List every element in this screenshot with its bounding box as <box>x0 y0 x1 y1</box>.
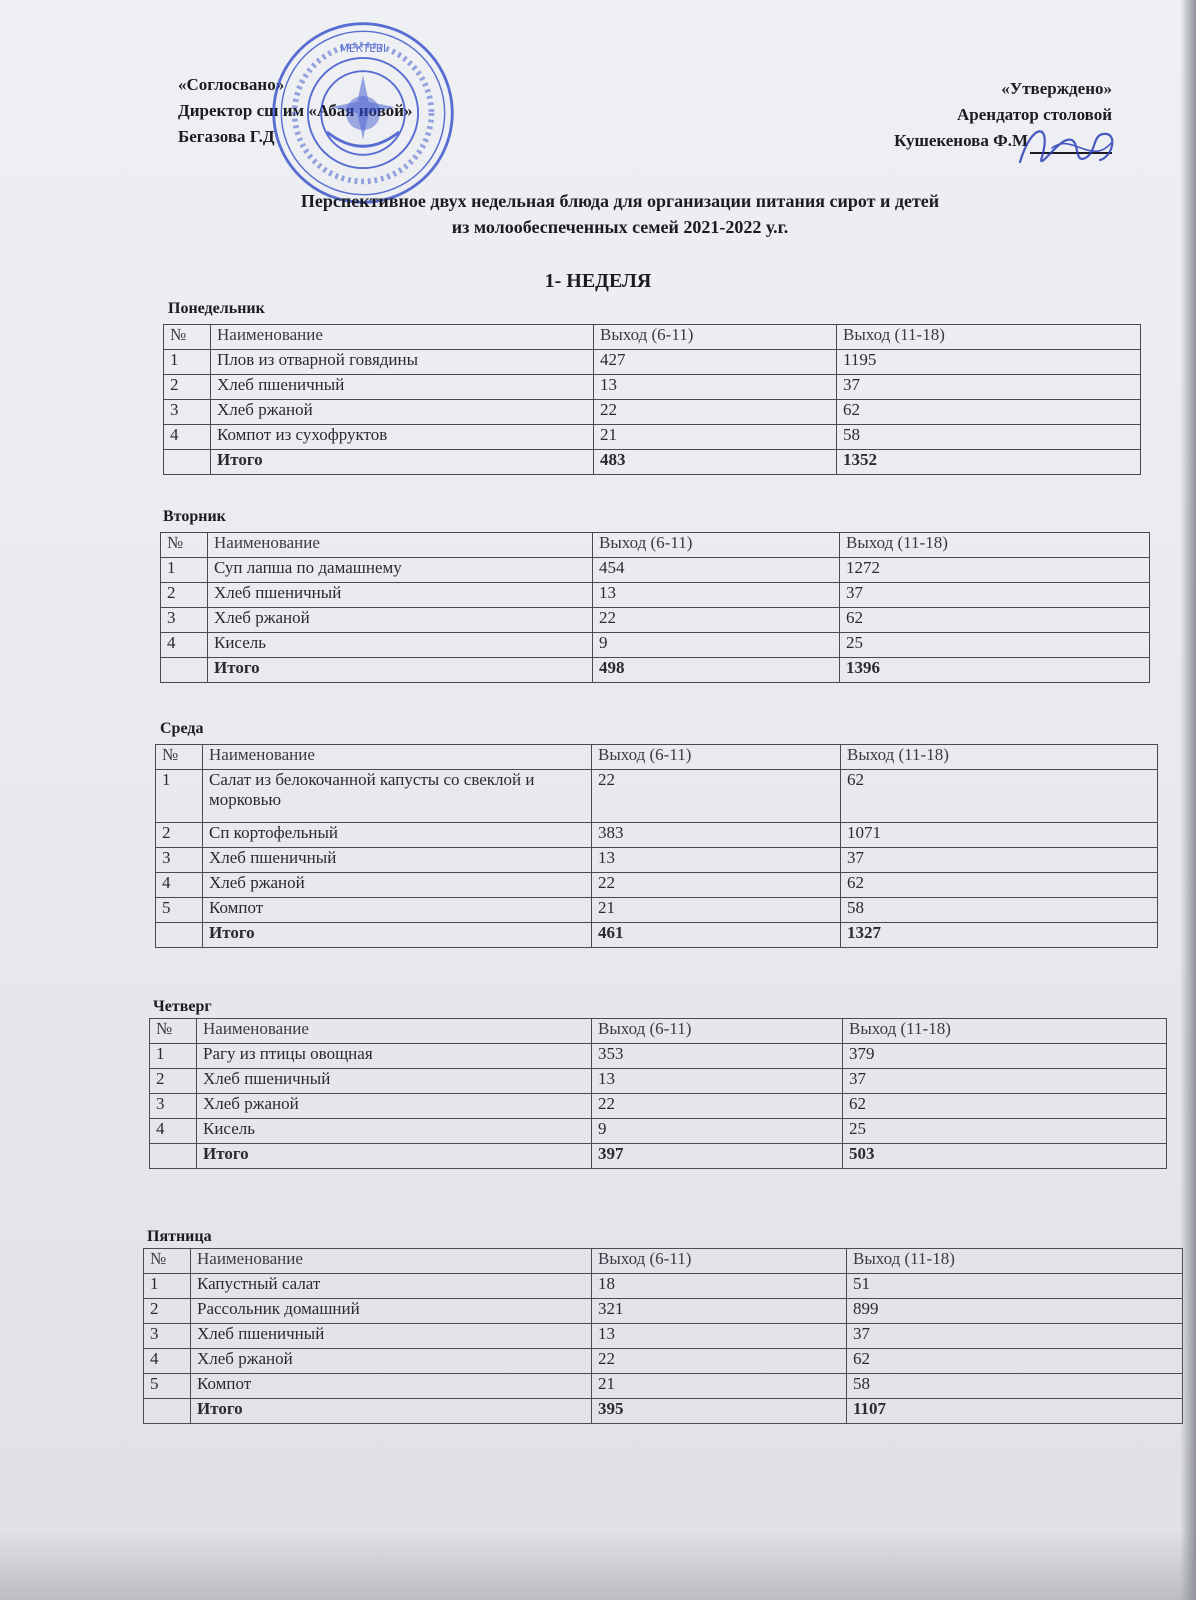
table-row <box>144 1324 1183 1349</box>
cell-name: Компот из сухофруктов <box>211 425 594 450</box>
cell-out-large: 37 <box>840 583 1150 608</box>
col-out-large-header: Выход (11-18) <box>841 745 1158 770</box>
cell-out-small: 353 <box>592 1044 843 1069</box>
cell-no: 1 <box>161 558 208 583</box>
day-label-thursday: Четверг <box>153 998 212 1015</box>
day-label-friday: Пятница <box>147 1228 212 1245</box>
title-line1: Перспективное двух недельная блюда для организации питания сирот и детей <box>300 191 940 211</box>
menu-table-tuesday <box>160 532 1150 683</box>
cell-name: Кисель <box>208 633 593 658</box>
cell-name: Рассольник домашний <box>191 1299 592 1324</box>
col-name-header: Наименование <box>197 1019 592 1044</box>
total-label: Итого <box>191 1399 592 1424</box>
cell-name: Хлеб ржаной <box>203 873 592 898</box>
table-row <box>150 1119 1167 1144</box>
cell-no-empty <box>161 658 208 683</box>
official-stamp <box>268 18 458 208</box>
title-line2: из молообеспеченных семей 2021-2022 у.г. <box>451 217 789 237</box>
cell-no: 4 <box>161 633 208 658</box>
col-out-small-header: Выход (6-11) <box>592 1249 847 1274</box>
table-total-row <box>150 1144 1167 1169</box>
cell-name: Хлеб пшеничный <box>211 375 594 400</box>
total-out-large: 1396 <box>840 658 1150 683</box>
cell-out-large: 379 <box>843 1044 1167 1069</box>
total-out-large: 1327 <box>841 923 1158 948</box>
col-no-header: № <box>164 325 211 350</box>
cell-no-empty <box>164 450 211 475</box>
cell-no: 4 <box>156 873 203 898</box>
table-row <box>144 1349 1183 1374</box>
table-row <box>164 425 1141 450</box>
table-row <box>156 898 1158 923</box>
approval-left-line2: Директор сш им «Абая новой» <box>178 101 413 120</box>
col-name-header: Наименование <box>191 1249 592 1274</box>
cell-out-large: 37 <box>847 1324 1183 1349</box>
cell-out-large: 58 <box>847 1374 1183 1399</box>
table-row <box>150 1094 1167 1119</box>
cell-out-large: 899 <box>847 1299 1183 1324</box>
cell-name: Хлеб ржаной <box>197 1094 592 1119</box>
cell-name: Хлеб ржаной <box>208 608 593 633</box>
table-header-row <box>150 1019 1167 1044</box>
col-name-header: Наименование <box>208 533 593 558</box>
table-header-row <box>161 533 1150 558</box>
table-row <box>156 770 1158 823</box>
table-row <box>161 608 1150 633</box>
table-total-row <box>144 1399 1183 1424</box>
cell-out-small: 13 <box>592 1069 843 1094</box>
day-label-wednesday: Среда <box>160 720 204 737</box>
col-out-small-header: Выход (6-11) <box>593 533 840 558</box>
approval-right-line1: «Утверждено» <box>1001 79 1112 98</box>
document-title <box>160 188 1080 240</box>
table-total-row <box>156 923 1158 948</box>
cell-out-large: 1195 <box>837 350 1141 375</box>
page-shadow-bottom <box>0 1530 1196 1600</box>
cell-no: 3 <box>144 1324 191 1349</box>
menu-table-friday <box>143 1248 1183 1424</box>
table-row <box>150 1044 1167 1069</box>
day-label-monday: Понедельник <box>168 300 265 317</box>
table-row <box>156 848 1158 873</box>
cell-name: Компот <box>203 898 592 923</box>
col-no-header: № <box>156 745 203 770</box>
col-out-small-header: Выход (6-11) <box>592 1019 843 1044</box>
cell-no: 4 <box>164 425 211 450</box>
total-label: Итого <box>197 1144 592 1169</box>
cell-name: Хлеб пшеничный <box>197 1069 592 1094</box>
total-out-small: 395 <box>592 1399 847 1424</box>
col-no-header: № <box>161 533 208 558</box>
table-row <box>156 873 1158 898</box>
table-header-row <box>144 1249 1183 1274</box>
cell-out-large: 58 <box>837 425 1141 450</box>
cell-out-small: 13 <box>592 848 841 873</box>
col-name-header: Наименование <box>211 325 594 350</box>
col-out-small-header: Выход (6-11) <box>592 745 841 770</box>
total-out-large: 1352 <box>837 450 1141 475</box>
total-out-large: 503 <box>843 1144 1167 1169</box>
cell-out-small: 22 <box>592 770 841 823</box>
total-label: Итого <box>211 450 594 475</box>
cell-no-empty <box>144 1399 191 1424</box>
cell-name: Компот <box>191 1374 592 1399</box>
cell-out-small: 13 <box>593 583 840 608</box>
table-row <box>144 1374 1183 1399</box>
day-label-tuesday: Вторник <box>163 508 226 525</box>
cell-name: Плов из отварной говядины <box>211 350 594 375</box>
cell-out-small: 22 <box>592 873 841 898</box>
cell-name: Кисель <box>197 1119 592 1144</box>
col-no-header: № <box>150 1019 197 1044</box>
total-label: Итого <box>208 658 593 683</box>
cell-out-large: 37 <box>843 1069 1167 1094</box>
cell-out-large: 62 <box>840 608 1150 633</box>
cell-no: 3 <box>161 608 208 633</box>
col-out-large-header: Выход (11-18) <box>847 1249 1183 1274</box>
total-label: Итого <box>203 923 592 948</box>
cell-no: 2 <box>161 583 208 608</box>
cell-no: 3 <box>150 1094 197 1119</box>
cell-out-small: 22 <box>592 1349 847 1374</box>
table-row <box>164 350 1141 375</box>
cell-name: Сп кортофельный <box>203 823 592 848</box>
cell-out-large: 37 <box>837 375 1141 400</box>
table-header-row <box>164 325 1141 350</box>
table-row <box>150 1069 1167 1094</box>
cell-out-small: 21 <box>592 898 841 923</box>
cell-out-large: 25 <box>840 633 1150 658</box>
cell-out-small: 13 <box>594 375 837 400</box>
cell-out-large: 1071 <box>841 823 1158 848</box>
cell-no: 1 <box>164 350 211 375</box>
cell-out-large: 62 <box>847 1349 1183 1374</box>
cell-no: 2 <box>156 823 203 848</box>
cell-no: 3 <box>164 400 211 425</box>
page-shadow-right <box>1180 0 1196 1600</box>
cell-out-small: 18 <box>592 1274 847 1299</box>
table-row <box>156 823 1158 848</box>
cell-name: Капустный салат <box>191 1274 592 1299</box>
cell-out-small: 22 <box>593 608 840 633</box>
cell-no: 3 <box>156 848 203 873</box>
handwritten-signature <box>1012 112 1122 182</box>
cell-out-small: 21 <box>592 1374 847 1399</box>
cell-out-small: 321 <box>592 1299 847 1324</box>
table-row <box>164 400 1141 425</box>
cell-name: Хлеб пшеничный <box>191 1324 592 1349</box>
cell-out-large: 25 <box>843 1119 1167 1144</box>
total-out-large: 1107 <box>847 1399 1183 1424</box>
col-name-header: Наименование <box>203 745 592 770</box>
cell-out-large: 51 <box>847 1274 1183 1299</box>
cell-name: Рагу из птицы овощная <box>197 1044 592 1069</box>
cell-no: 1 <box>150 1044 197 1069</box>
cell-out-small: 13 <box>592 1324 847 1349</box>
cell-out-small: 22 <box>594 400 837 425</box>
approval-right-line2: Арендатор столовой <box>957 105 1112 124</box>
table-row <box>161 558 1150 583</box>
total-out-small: 397 <box>592 1144 843 1169</box>
cell-out-small: 454 <box>593 558 840 583</box>
menu-table-thursday <box>149 1018 1167 1169</box>
cell-name: Хлеб ржаной <box>191 1349 592 1374</box>
cell-out-large: 62 <box>841 873 1158 898</box>
menu-table-monday <box>163 324 1141 475</box>
table-total-row <box>161 658 1150 683</box>
col-out-large-header: Выход (11-18) <box>837 325 1141 350</box>
cell-name: Хлеб ржаной <box>211 400 594 425</box>
cell-out-small: 383 <box>592 823 841 848</box>
cell-out-large: 37 <box>841 848 1158 873</box>
cell-no: 2 <box>164 375 211 400</box>
cell-out-small: 22 <box>592 1094 843 1119</box>
cell-no: 4 <box>144 1349 191 1374</box>
cell-name: Хлеб пшеничный <box>208 583 593 608</box>
cell-no: 5 <box>144 1374 191 1399</box>
table-row <box>144 1299 1183 1324</box>
table-row <box>164 375 1141 400</box>
cell-out-large: 62 <box>843 1094 1167 1119</box>
stamp-text: МЕКТЕБI <box>339 43 387 56</box>
table-row <box>144 1274 1183 1299</box>
table-header-row <box>156 745 1158 770</box>
cell-name: Суп лапша по дамашнему <box>208 558 593 583</box>
col-no-header: № <box>144 1249 191 1274</box>
cell-out-small: 9 <box>593 633 840 658</box>
cell-no: 1 <box>144 1274 191 1299</box>
cell-name: Хлеб пшеничный <box>203 848 592 873</box>
cell-out-large: 62 <box>837 400 1141 425</box>
cell-no: 5 <box>156 898 203 923</box>
table-row <box>161 633 1150 658</box>
approval-right-line3: Кушекенова Ф.М <box>894 131 1028 150</box>
cell-no: 4 <box>150 1119 197 1144</box>
cell-out-large: 62 <box>841 770 1158 823</box>
total-out-small: 483 <box>594 450 837 475</box>
cell-out-large: 1272 <box>840 558 1150 583</box>
cell-no: 2 <box>150 1069 197 1094</box>
cell-no-empty <box>156 923 203 948</box>
table-total-row <box>164 450 1141 475</box>
cell-no-empty <box>150 1144 197 1169</box>
week-heading: 1- НЕДЕЛЯ <box>544 270 652 292</box>
approval-left-line3: Бегазова Г.Д <box>178 127 275 146</box>
cell-name: Салат из белокочанной капусты со свеклой и морковью <box>203 770 592 823</box>
cell-out-small: 9 <box>592 1119 843 1144</box>
cell-out-small: 21 <box>594 425 837 450</box>
total-out-small: 461 <box>592 923 841 948</box>
cell-no: 1 <box>156 770 203 823</box>
col-out-small-header: Выход (6-11) <box>594 325 837 350</box>
col-out-large-header: Выход (11-18) <box>843 1019 1167 1044</box>
menu-table-wednesday <box>155 744 1158 948</box>
table-row <box>161 583 1150 608</box>
cell-out-small: 427 <box>594 350 837 375</box>
cell-out-large: 58 <box>841 898 1158 923</box>
cell-no: 2 <box>144 1299 191 1324</box>
total-out-small: 498 <box>593 658 840 683</box>
approval-left-line1: «Соглосвано» <box>178 75 285 94</box>
col-out-large-header: Выход (11-18) <box>840 533 1150 558</box>
